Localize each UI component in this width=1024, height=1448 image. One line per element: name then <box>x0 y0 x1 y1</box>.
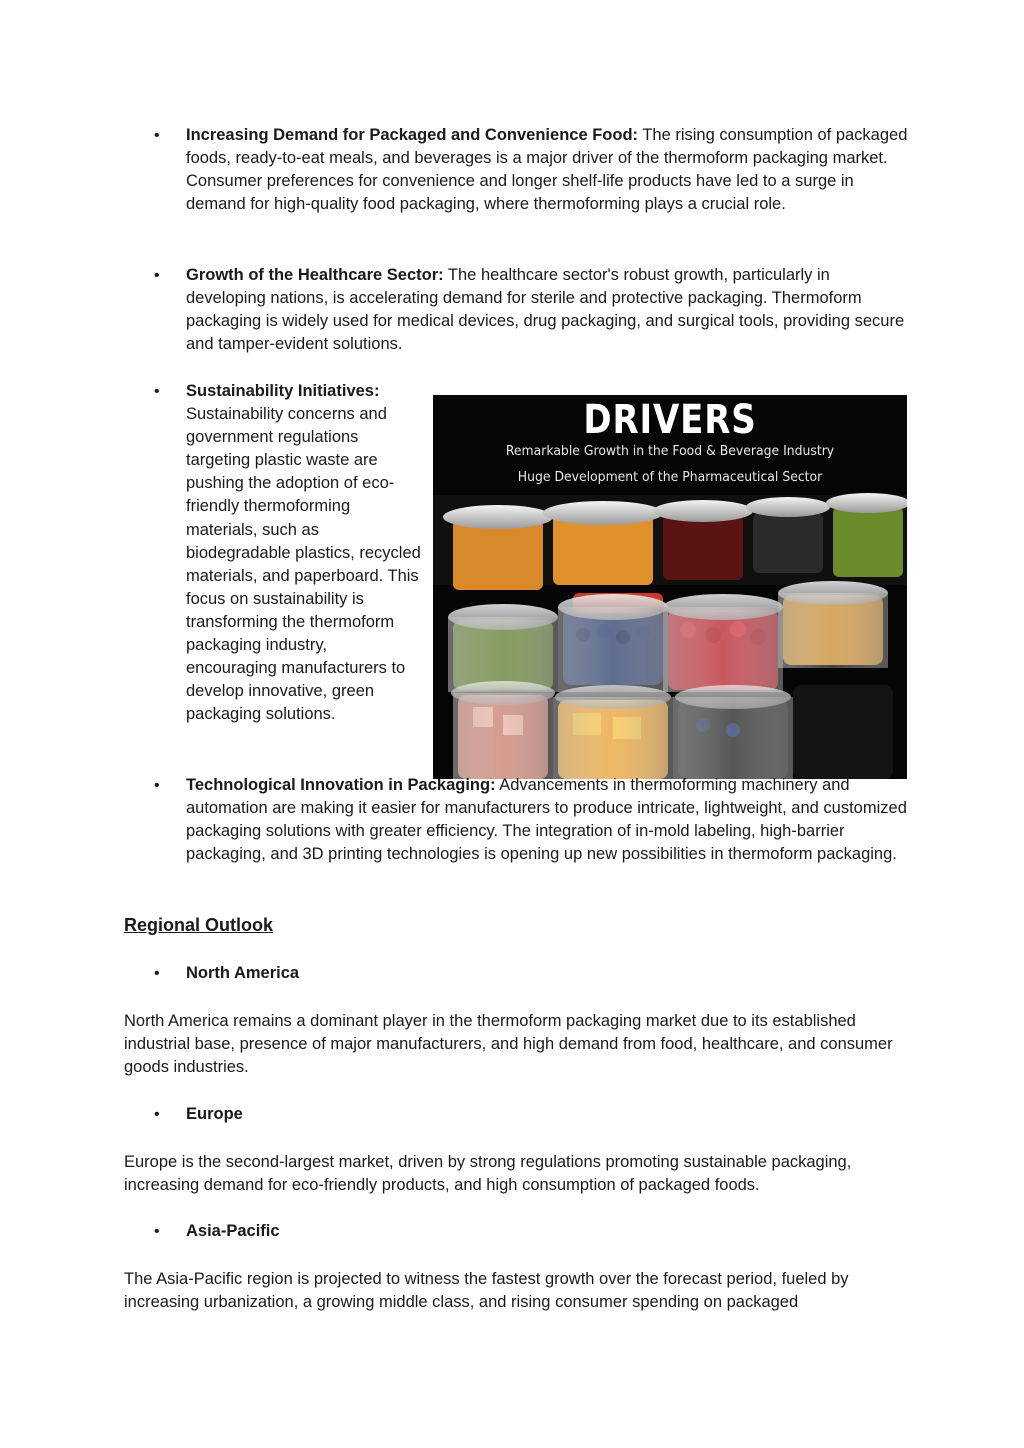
region-item-europe <box>124 1103 914 1126</box>
region-description: North America remains a dominant player in the thermoform packaging market due to its established industrial base, presence of major manufacturers, and high demand from food, healthcare, and consumer goods industries. <box>124 1012 893 1077</box>
driver-item-healthcare <box>124 264 914 356</box>
region-name <box>186 962 914 985</box>
drivers-line-food: Remarkable Growth in the Food & Beverage Industry <box>505 443 835 459</box>
region-name <box>186 1220 914 1243</box>
driver-title: Increasing Demand for Packaged and Convenience Food: <box>186 126 639 144</box>
driver-text <box>186 774 914 866</box>
driver-text <box>186 264 914 356</box>
driver-item-food <box>124 124 914 216</box>
driver-item-technology <box>124 774 914 866</box>
region-title: Asia-Pacific <box>186 1222 280 1240</box>
driver-text <box>186 124 914 216</box>
driver-body: Advancements in thermoforming machinery and automation are making it easier for manufacturers to produce intricate, lightweight, and customized packaging solutions with greater efficiency. The integration of in-mold labeling, high-barrier packaging, and 3D printing technologies is opening up new possibilities in thermoform packaging. <box>186 776 907 864</box>
driver-text <box>186 380 422 726</box>
region-item-asia-pacific <box>124 1220 914 1243</box>
region-description: The Asia-Pacific region is projected to witness the fastest growth over the forecast period, fueled by increasing urbanization, a growing middle class, and rising consumer spending on packaged <box>124 1270 849 1312</box>
drivers-title: DRIVERS <box>583 397 757 443</box>
bullet-icon: • <box>154 1106 160 1123</box>
driver-body: The rising consumption of packaged foods, ready-to-eat meals, and beverages is a major driver of the thermoform packaging market. Consumer preferences for convenience and longer shelf-life products have led to a surge in demand for high-quality food packaging, where thermoforming plays a crucial role. <box>186 126 908 214</box>
bullet-icon: • <box>154 267 160 284</box>
bullet-icon: • <box>154 1223 160 1240</box>
region-item-north-america <box>124 962 914 985</box>
section-heading: Regional Outlook <box>124 915 274 935</box>
region-title: North America <box>186 964 300 982</box>
driver-body: The healthcare sector's robust growth, particularly in developing nations, is accelerating demand for sterile and protective packaging. Thermoform packaging is widely used for medical devices, drug packaging, and surgical tools, providing secure and tamper-evident solutions. <box>186 266 905 354</box>
region-title: Europe <box>186 1105 243 1123</box>
bullet-icon: • <box>154 965 160 982</box>
driver-title: Technological Innovation in Packaging: <box>186 776 496 794</box>
driver-body: Sustainability concerns and government regulations targeting plastic waste are pushing the adoption of eco-friendly thermoforming materials, such as biodegradable plastics, recycled materials, and paperboard. This focus on sustainability is transforming the thermoform packaging industry, encouraging manufacturers to develop innovative, green packaging solutions. <box>186 405 421 724</box>
drivers-line-pharma: Huge Development of the Pharmaceutical Sector <box>517 469 823 485</box>
bullet-icon: • <box>154 383 160 400</box>
bullet-icon: • <box>154 127 160 144</box>
drivers-image <box>433 395 907 779</box>
region-description: Europe is the second-largest market, driven by strong regulations promoting sustainable packaging, increasing demand for eco-friendly products, and high consumption of packaged foods. <box>124 1153 852 1195</box>
bullet-icon: • <box>154 777 160 794</box>
region-name <box>186 1103 914 1126</box>
driver-title: Growth of the Healthcare Sector: <box>186 266 444 284</box>
driver-title: Sustainability Initiatives: <box>186 382 380 400</box>
